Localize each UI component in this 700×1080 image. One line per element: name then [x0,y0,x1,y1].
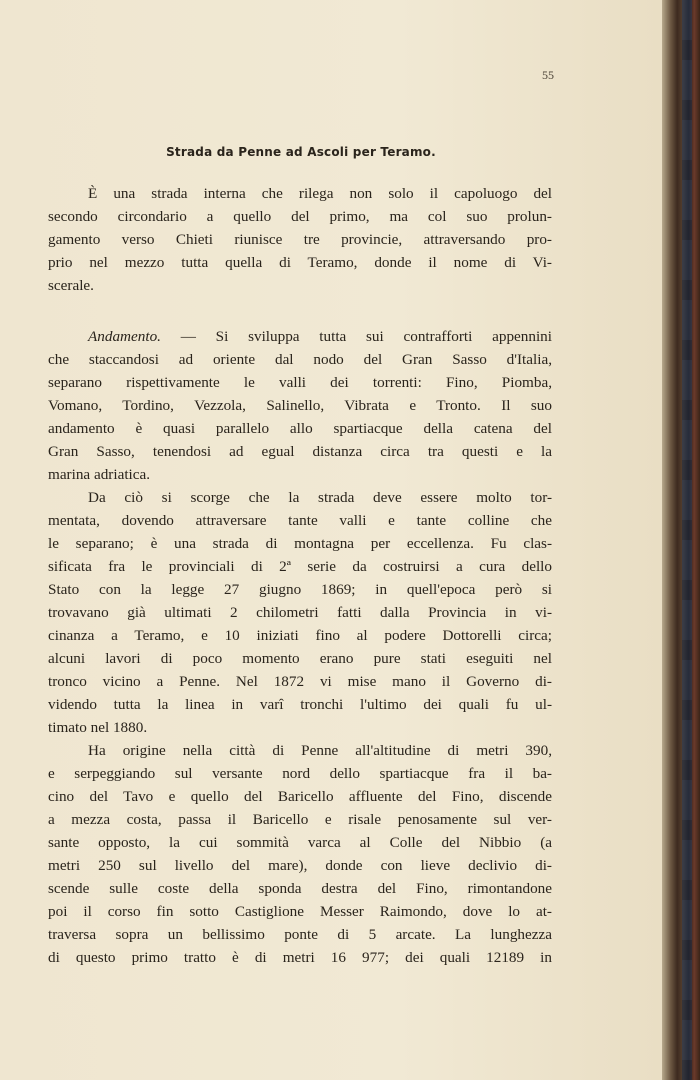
text-line: scerale. [48,277,94,294]
text-line: separano rispettivamente le valli dei torrenti: Fino, Piomba, [48,374,552,391]
text-line: andamento è quasi parallelo allo spartiacque della catena del [48,420,552,437]
text-line: di questo primo tratto è di metri 16 977; dei quali 12189 in [48,949,552,966]
text-line: scende sulle coste della sponda destra del Fino, rimontandone [48,880,552,897]
text-line: videndo tutta la linea in varî tronchi l'ultimo dei quali fu ul- [48,696,552,713]
text-line: Stato con la legge 27 giugno 1869; in quell'epoca però si [48,581,552,598]
text-line: secondo circondario a quello del primo, ma col suo prolun- [48,208,552,225]
text-line: poi il corso fin sotto Castiglione Messer Raimondo, dove lo at- [48,903,552,920]
text-line: alcuni lavori di poco momento erano pure stati eseguiti nel [48,650,552,667]
text-line: prio nel mezzo tutta quella di Teramo, donde il nome di Vi- [48,254,552,271]
section-heading: Strada da Penne ad Ascoli per Teramo. [166,145,436,159]
text-line: Ha origine nella città di Penne all'altitudine di metri 390, [88,742,552,759]
text-line: cino del Tavo e quello del Baricello affluente del Fino, discende [48,788,552,805]
text-line [88,326,552,348]
text-line: le separano; è una strada di montagna per eccellenza. Fu clas- [48,535,552,552]
text-line: timato nel 1880. [48,719,148,736]
text-line: gamento verso Chieti riunisce tre provincie, attraversando pro- [48,231,552,248]
text-line: tronco vicino a Penne. Nel 1872 vi mise mano il Governo di- [48,673,552,690]
text-line: È una strada interna che rilega non solo il capoluogo del [88,185,552,202]
italic-lead: Andamento. [88,328,161,345]
book-binding-edge [662,0,700,1080]
text-line: cinanza a Teramo, e 10 iniziati fino al podere Dottorelli circa; [48,627,552,644]
text-line: Da ciò si scorge che la strada deve essere molto tor- [88,489,552,506]
text-line: a mezza costa, passa il Baricello e risale penosamente sul ver- [48,811,552,828]
text-line: e serpeggiando sul versante nord dello spartiacque fra il ba- [48,765,552,782]
text-line: Vomano, Tordino, Vezzola, Salinello, Vibrata e Tronto. Il suo [48,397,552,414]
text-line: marina adriatica. [48,466,151,483]
text-line: Gran Sasso, tenendosi ad egual distanza circa tra questi e la [48,443,552,460]
text-line: sificata fra le provinciali di 2ª serie da costruirsi a cura dello [48,558,552,575]
text-line: che staccandosi ad oriente dal nodo del Gran Sasso d'Italia, [48,351,552,368]
page-number: 55 [542,68,554,82]
text-line: metri 250 sul livello del mare), donde con lieve declivio di- [48,857,552,874]
text-line: sante opposto, la cui sommità varca al Colle del Nibbio (a [48,834,552,851]
text-line: traversa sopra un bellissimo ponte di 5 arcate. La lunghezza [48,926,552,943]
text-line: mentata, dovendo attraversare tante valli e tante colline che [48,512,552,529]
text-line: trovavano già ultimati 2 chilometri fatti dalla Provincia in vi- [48,604,552,621]
text-fragment: — Si sviluppa tutta sui contrafforti appennini [180,328,552,345]
